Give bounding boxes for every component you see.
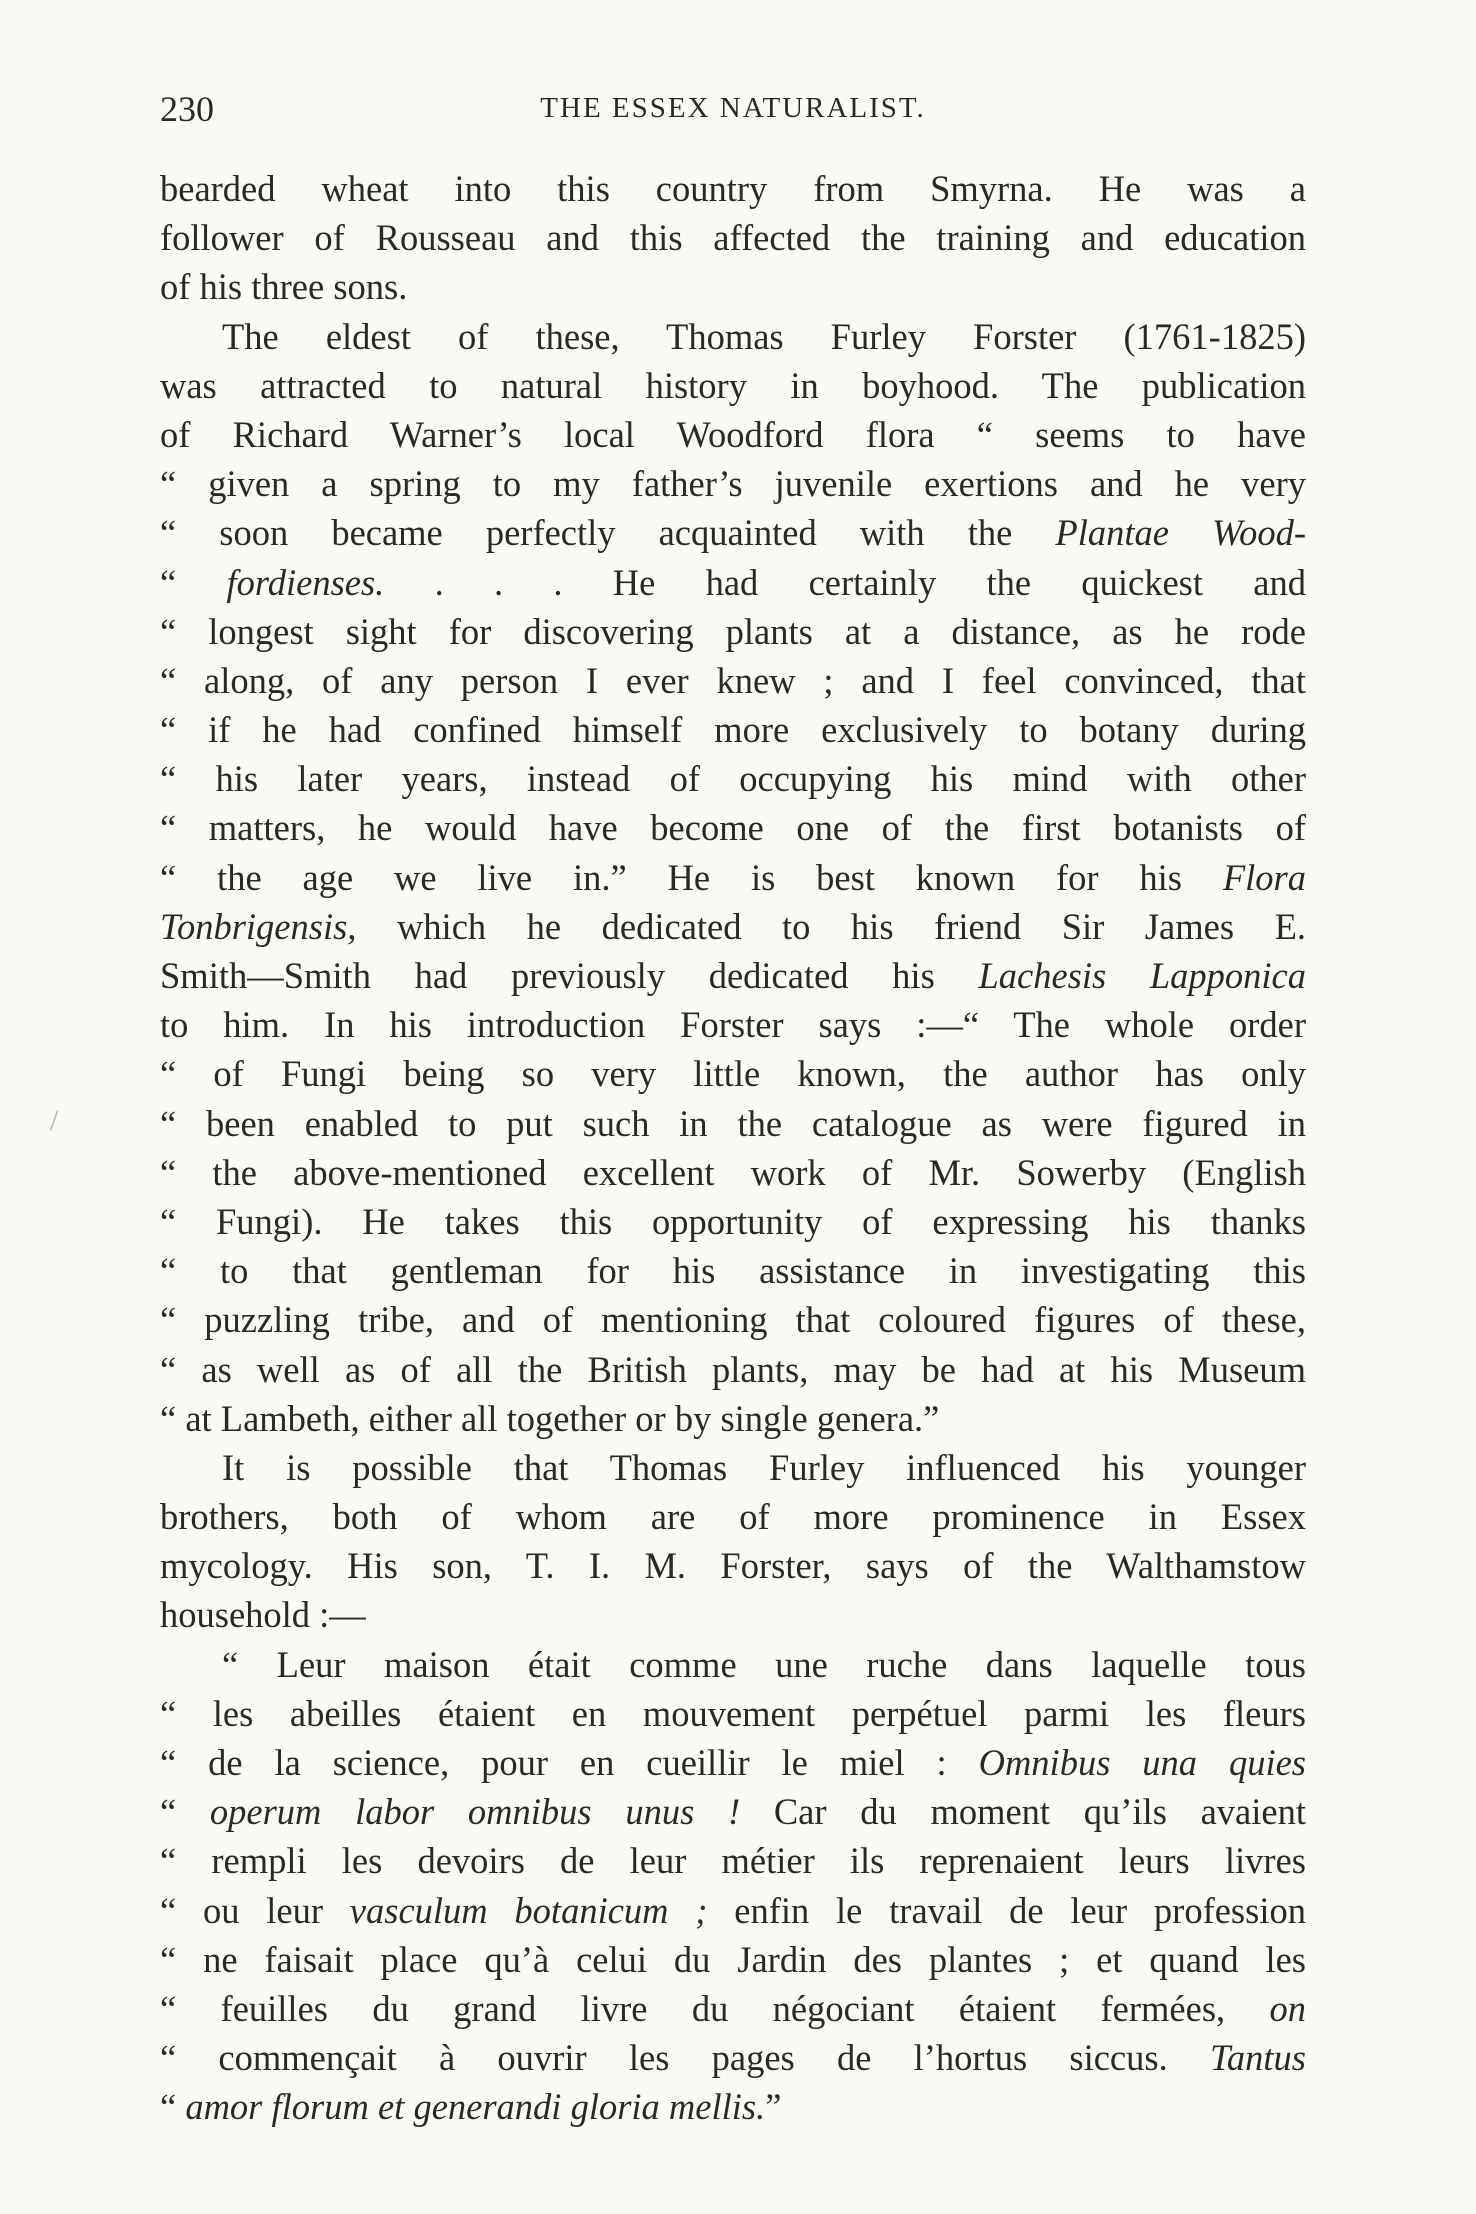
text-line: “ de la science, pour en cueillir le miel : Omnibus una quies [160, 1742, 1307, 1783]
body-text [160, 164, 1306, 2132]
text-line: “ to that gentleman for his assistance in investigating this [160, 1250, 1306, 1292]
text-line: “ the age we live in.” He is best known for his Flora [160, 856, 1306, 898]
page-header [160, 88, 1306, 138]
text-line: was attracted to natural history in boyhood. The publication [160, 364, 1306, 406]
paragraph [160, 164, 1306, 312]
text-line: “ as well as of all the British plants, may be had at his Museum [160, 1348, 1306, 1390]
text-line: Tonbrigensis, which he dedicated to his friend Sir James E. [160, 905, 1306, 947]
text-line: The eldest of these, Thomas Furley Forster (1761-1825) [222, 315, 1306, 357]
text-line: brothers, both of whom are of more prominence in Essex [160, 1496, 1306, 1538]
text-line: bearded wheat into this country from Smyrna. He was a [160, 168, 1306, 209]
text-line: “ his later years, instead of occupying his mind with other [160, 758, 1306, 800]
text-line: “ given a spring to my father’s juvenile exertions and he very [160, 463, 1306, 505]
text-line: Smith—Smith had previously dedicated his Lachesis Lapponica [160, 955, 1306, 996]
text-line: of Richard Warner’s local Woodford flora “ seems to have [160, 413, 1306, 455]
running-title: THE ESSEX NATURALIST. [540, 92, 926, 124]
text-line: “ of Fungi being so very little known, the author has only [160, 1053, 1306, 1095]
text-line: It is possible that Thomas Furley influenced his younger [222, 1446, 1306, 1488]
text-line: household :— [160, 1594, 366, 1636]
text-line: “ amor florum et generandi gloria mellis.” [160, 2086, 782, 2128]
text-line: “ les abeilles étaient en mouvement perpétuel parmi les fleurs [160, 1692, 1306, 1734]
text-line: “ soon became perfectly acquainted with the Plantae Wood- [160, 512, 1306, 554]
text-line: “ puzzling tribe, and of mentioning that coloured figures of these, [160, 1299, 1306, 1341]
text-line: “ matters, he would have become one of the first botanists of [160, 807, 1306, 849]
paragraph [160, 1443, 1306, 1640]
text-line: to him. In his introduction Forster says :—“ The whole order [160, 1004, 1306, 1046]
text-line: “ if he had confined himself more exclusively to botany during [160, 709, 1306, 751]
text-line: “ been enabled to put such in the catalogue as were figured in [160, 1102, 1306, 1144]
text-line: of his three sons. [160, 266, 408, 308]
text-line: “ ne faisait place qu’à celui du Jardin des plantes ; et quand les [160, 1938, 1306, 1980]
paragraph [160, 1640, 1306, 2132]
text-line: “ Leur maison était comme une ruche dans laquelle tous [222, 1643, 1306, 1685]
text-line: “ at Lambeth, either all together or by single genera.” [160, 1397, 940, 1439]
text-line: “ longest sight for discovering plants at a distance, as he rode [160, 610, 1306, 652]
text-line: mycology. His son, T. I. M. Forster, says of the Walthamstow [160, 1545, 1306, 1587]
text-line: “ feuilles du grand livre du négociant étaient fermées, on [160, 1987, 1306, 2029]
text-line: “ commençait à ouvrir les pages de l’hortus siccus. Tantus [160, 2037, 1306, 2079]
text-line: “ the above-mentioned excellent work of Mr. Sowerby (English [160, 1151, 1306, 1193]
text-line: “ operum labor omnibus unus ! Car du moment qu’ils avaient [160, 1791, 1306, 1833]
page-number: 230 [160, 89, 214, 129]
text-line: “ fordienses. . . . He had certainly the quickest and [160, 561, 1307, 603]
text-line: “ along, of any person I ever knew ; and I feel convinced, that [160, 659, 1306, 701]
margin-mark: / [50, 1104, 59, 1137]
paragraph [160, 312, 1306, 1443]
text-line: “ rempli les devoirs de leur métier ils reprenaient leurs livres [160, 1840, 1306, 1882]
text-line: “ Fungi). He takes this opportunity of expressing his thanks [160, 1200, 1306, 1242]
text-line: follower of Rousseau and this affected the training and education [160, 217, 1306, 259]
text-line: “ ou leur vasculum botanicum ; enfin le travail de leur profession [160, 1889, 1306, 1931]
